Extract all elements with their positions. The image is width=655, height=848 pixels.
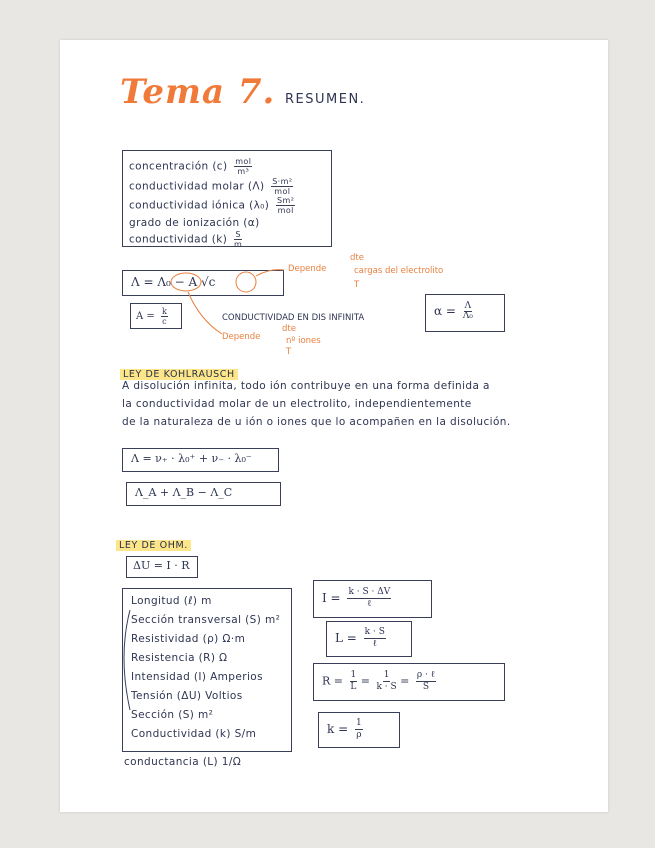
section-heading-ohm: LEY DE OHM.	[116, 533, 191, 552]
I-equation: I = $\frac{k \cdot S \cdot \Delta V}{\text{ℓ}}$	[322, 587, 391, 609]
def-ionization-degree: grado de ionización (α)	[129, 217, 260, 229]
kohlrausch-text-line-1: A disolución infinita, todo ión contribuye en una forma definida a	[122, 380, 490, 392]
kohlrausch-sum-equation: Λ_A + Λ_B − Λ_C	[135, 486, 233, 499]
kohlrausch-text-line-2: la conductividad molar de un electrolito, independientemente	[122, 398, 472, 410]
alpha-equation: α = $\frac{\Lambda}{\text{Λ₀}}$	[434, 301, 473, 321]
conductancia-note: conductancia (L) 1/Ω	[124, 756, 242, 768]
k-equation-box	[318, 712, 400, 748]
depende-1-item-cargas: cargas del electrolito	[354, 266, 444, 276]
alpha-equation-box	[425, 294, 505, 332]
R-equation-box	[313, 663, 505, 701]
var-seccion: Sección transversal (S) m²	[131, 614, 281, 626]
R-equation: R = $\frac{1}{L}$ = $\frac{1}{k \cdot S}$ = $\frac{\text{ρ · ℓ}}{S}$	[322, 670, 436, 692]
var-seccion-2: Sección (S) m²	[131, 709, 214, 721]
depende-1-item-dte: dte	[350, 253, 364, 263]
var-resistencia: Resistencia (R) Ω	[131, 652, 228, 664]
ohm-equation: ΔU = I · R	[133, 559, 190, 572]
page-title: Tema 7.	[120, 72, 276, 112]
var-tension: Tensión (ΔU) Voltios	[131, 690, 243, 702]
kohlrausch-sum-equation-box	[126, 482, 281, 506]
var-resistividad: Resistividad (ρ) Ω·m	[131, 633, 246, 645]
var-longitud: Longitud (ℓ) m	[131, 595, 212, 607]
def-ionic-conductivity: conductividad iónica (λ₀) $\frac{\text{Sm²}}{\text{mol}}$	[129, 196, 295, 215]
depende-2-item-iones: nº iones	[286, 336, 321, 346]
depende-2-item-dte: dte	[282, 324, 296, 334]
kohlrausch-ion-equation-box	[122, 448, 279, 472]
def-molar-conductivity: conductividad molar (Λ) $\frac{\text{S·m²}}{\text{mol}}$	[129, 177, 293, 196]
page-subtitle: RESUMEN.	[285, 92, 366, 107]
kohlrausch-equation: Λ = Λ₀ − A √c	[131, 275, 216, 289]
A-equation: A = $\frac{k}{c}$	[136, 307, 167, 326]
depende-note-1: Depende	[288, 264, 327, 274]
def-concentration: concentración (c) $\frac{\text{mol}}{\text{m³}}$	[129, 157, 252, 176]
depende-note-2: Depende	[222, 332, 261, 342]
conductividad-infinita-note: CONDUCTIVIDAD EN DIS INFINITA	[222, 313, 365, 323]
ohm-equation-box	[126, 556, 198, 578]
depende-1-item-t: T	[354, 280, 360, 290]
L-equation-box	[326, 621, 412, 657]
ohm-variables-box	[122, 588, 292, 752]
A-equation-box	[130, 303, 182, 329]
section-heading-kohlrausch: LEY DE KOHLRAUSCH	[120, 362, 238, 381]
kohlrausch-ion-equation: Λ = ν₊ · λ₀⁺ + ν₋ · λ₀⁻	[131, 452, 252, 465]
I-equation-box	[313, 580, 432, 618]
def-conductivity: conductividad (k) $\frac{S}{m}$	[129, 230, 243, 249]
var-conductividad: Conductividad (k) S/m	[131, 728, 257, 740]
depende-2-item-t: T	[286, 347, 292, 357]
notebook-page	[60, 40, 608, 812]
k-equation: k = $\frac{1}{\rho}$	[327, 718, 362, 740]
var-intensidad: Intensidad (I) Amperios	[131, 671, 263, 683]
definitions-box	[122, 150, 332, 247]
bracket-arrow	[118, 606, 134, 716]
L-equation: L = $\frac{k \cdot S}{\text{ℓ}}$	[335, 627, 385, 649]
kohlrausch-text-line-3: de la naturaleza de u ión o iones que lo acompañen en la disolución.	[122, 416, 511, 428]
